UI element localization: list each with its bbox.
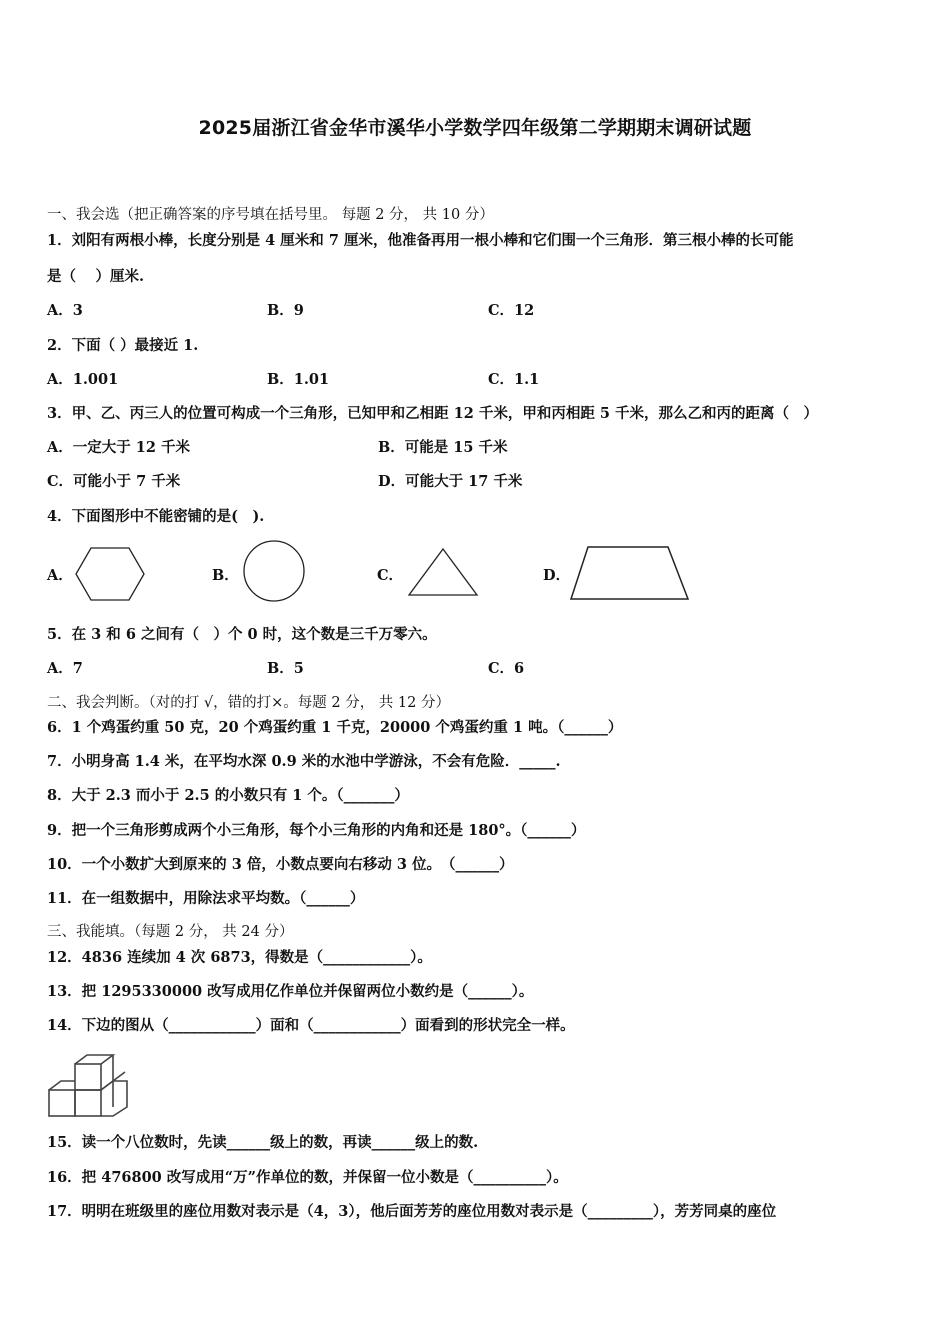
- q5-option-b: B．5: [267, 660, 304, 677]
- question-4: 4．下面图形中不能密铺的是( ).: [47, 508, 265, 525]
- section-1-heading: 一、我会选（把正确答案的序号填在括号里。 每题 2 分， 共 10 分）: [47, 207, 494, 223]
- question-1-line-2: 是（ ）厘米.: [47, 268, 145, 285]
- q3-option-a: A．一定大于 12 千米: [47, 439, 191, 456]
- q3-option-c: C．可能小于 7 千米: [47, 473, 181, 490]
- circle-figure: [241, 538, 307, 604]
- q4-label-d: D．: [543, 567, 571, 584]
- triangle-figure: [406, 546, 480, 598]
- question-13: 13．把 1295330000 改写成用亿作单位并保留两位小数约是（______）。: [47, 983, 534, 1000]
- section-2-heading: 二、我会判断。（对的打 √，错的打×。每题 2 分， 共 12 分）: [47, 695, 450, 711]
- q1-option-b: B．9: [267, 302, 304, 319]
- question-7: 7．小明身高 1.4 米，在平均水深 0.9 米的水池中学游泳，不会有危险．_____.: [47, 753, 561, 770]
- question-9: 9．把一个三角形剪成两个小三角形，每个小三角形的内角和还是 180°。（______）: [47, 822, 586, 839]
- section-3-heading: 三、我能填。（每题 2 分， 共 24 分）: [47, 924, 294, 940]
- question-10: 10．一个小数扩大到原来的 3 倍，小数点要向右移动 3 位。 （______）: [47, 856, 514, 873]
- q4-label-c: C．: [377, 567, 404, 584]
- question-5: 5．在 3 和 6 之间有（ ）个 0 时，这个数是三千万零六。: [47, 626, 437, 643]
- q5-option-c: C．6: [488, 660, 525, 677]
- question-1-line-1: 1．刘阳有两根小棒，长度分别是 4 厘米和 7 厘米，他准备再用一根小棒和它们围一个三角形．第三根小棒的长可能: [47, 232, 794, 249]
- stacked-cubes-figure: [46, 1052, 132, 1120]
- q4-label-a: A．: [47, 567, 73, 584]
- question-16: 16．把 476800 改写成用“万”作单位的数，并保留一位小数是（__________）。: [47, 1169, 568, 1186]
- question-17: 17．明明在班级里的座位用数对表示是（4，3），他后面芳芳的座位用数对表示是（_________），芳芳同桌的座位: [47, 1203, 777, 1220]
- question-2: 2．下面（ ）最接近 1.: [47, 337, 199, 354]
- q5-option-a: A．7: [47, 660, 83, 677]
- q2-option-c: C．1.1: [488, 371, 540, 388]
- q4-label-b: B．: [212, 567, 239, 584]
- question-3: 3．甲、乙、丙三人的位置可构成一个三角形，已知甲和乙相距 12 千米，甲和丙相距 5 千米，那么乙和丙的距离（ ）: [47, 405, 819, 422]
- q2-option-b: B．1.01: [267, 371, 330, 388]
- question-15: 15．读一个八位数时，先读______级上的数，再读______级上的数.: [47, 1134, 479, 1151]
- question-14: 14．下边的图从（____________）面和（____________）面看到的形状完全一样。: [47, 1017, 575, 1034]
- trapezoid-figure: [568, 543, 692, 603]
- question-6: 6．1 个鸡蛋约重 50 克，20 个鸡蛋约重 1 千克，20000 个鸡蛋约重 1 吨。（______）: [47, 719, 623, 736]
- q3-option-d: D．可能大于 17 千米: [378, 473, 523, 490]
- question-11: 11．在一组数据中，用除法求平均数。（______）: [47, 890, 365, 907]
- q1-option-a: A．3: [47, 302, 83, 319]
- q1-option-c: C．12: [488, 302, 535, 319]
- page-title: 2025届浙江省金华市溪华小学数学四年级第二学期期末调研试题: [198, 117, 752, 139]
- question-12: 12．4836 连续加 4 次 6873，得数是（____________）。: [47, 949, 432, 966]
- q3-option-b: B．可能是 15 千米: [378, 439, 508, 456]
- q2-option-a: A．1.001: [47, 371, 119, 388]
- question-8: 8．大于 2.3 而小于 2.5 的小数只有 1 个。（_______）: [47, 787, 409, 804]
- hexagon-figure: [74, 546, 146, 602]
